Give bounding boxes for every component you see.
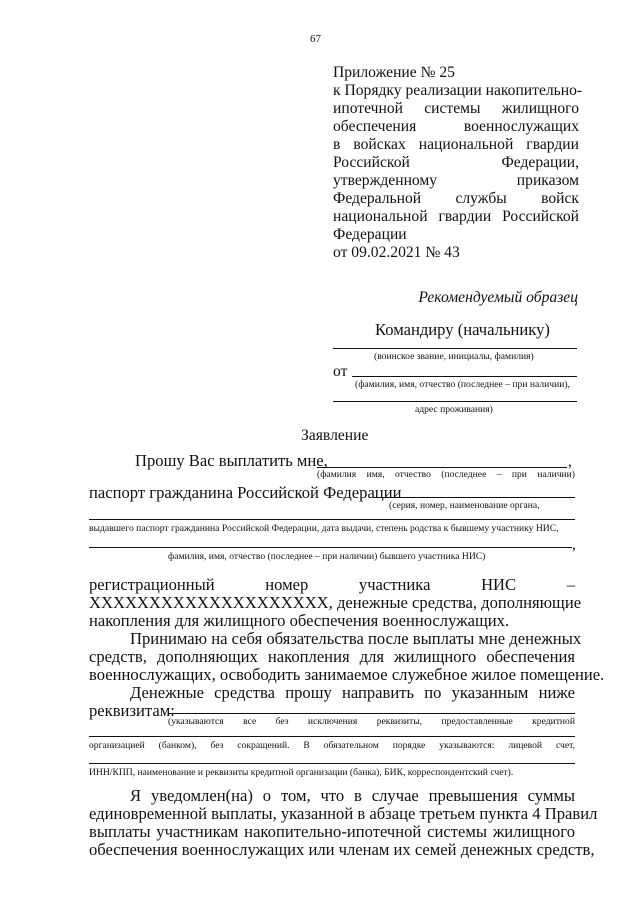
addressee: Командиру (начальнику) [375, 320, 550, 339]
reg-line: накопления для жилищного обеспечения военнослужащих. [89, 611, 510, 630]
from-line [352, 376, 577, 377]
obligation-line: средств, дополняющих накопления для жилищного обеспечения [89, 647, 575, 666]
payee-line [317, 467, 567, 468]
notice-line: выплаты участникам накопительно-ипотечной системы жилищного [89, 822, 575, 841]
reg-line: регистрационный номер участника НИС – [89, 575, 575, 594]
passport-issuer-line [89, 519, 575, 520]
appendix-line: утвержденному приказом [333, 172, 579, 189]
obligation-line: Принимаю на себя обязательства после выплаты мне денежных [130, 629, 582, 648]
rank-line [333, 348, 577, 349]
obligation-line: военнослужащих, освободить занимаемое служебное жилое помещение. [89, 665, 605, 684]
appendix-line: ипотечной системы жилищного [333, 100, 579, 117]
appendix-line: национальной гвардии Российской [333, 208, 579, 225]
appendix-order: от 09.02.2021 № 43 [333, 244, 460, 261]
appendix-title: Приложение № 25 [333, 64, 455, 81]
recommended-sample: Рекомендуемый образец [418, 289, 578, 306]
bank-line [168, 713, 575, 714]
rank-hint: (воинское звание, инициалы, фамилия) [374, 351, 534, 362]
bank-line [89, 736, 575, 737]
notice-line: Я уведомлен(на) о том, что в случае превышения суммы [130, 786, 575, 805]
appendix-line: обеспечения военнослужащих [333, 118, 579, 135]
notice-line: обеспечения военнослужащих или членам их семей денежных средств, [89, 840, 595, 859]
passport-issuer-hint: выдавшего паспорт гражданина Российской Федерации, дата выдачи, степень родства к бывшему участнику НИС, [89, 523, 559, 534]
appendix-line: Российской Федерации, [333, 154, 579, 171]
passport-label: паспорт гражданина Российской Федерации [89, 483, 402, 502]
former-participant-hint: фамилия, имя, отчество (последнее – при наличии) бывшего участника НИС) [168, 551, 486, 562]
fio-hint: (фамилия, имя, отчество (последнее – при наличии), [355, 379, 570, 390]
bank-hint: ИНН/КПП, наименование и реквизиты кредитной организации (банка), БИК, корреспондентский счет). [89, 767, 514, 778]
request-text: Прошу Вас выплатить мне, [135, 451, 328, 470]
bank-hint: (указываются все без исключения реквизиты, предоставленные кредитной [168, 716, 575, 727]
appendix-line: Федеральной службы войск [333, 190, 579, 207]
from-label: от [333, 363, 348, 380]
address-line [333, 401, 577, 402]
address-hint: адрес проживания) [415, 404, 493, 415]
reg-line: XXXXXXXXXXXXXXXXXXXX, денежные средства, дополняющие [89, 593, 582, 612]
former-participant-line [89, 547, 572, 548]
appendix-line: в войсках национальной гвардии [333, 136, 579, 153]
passport-hint: (серия, номер, наименование органа, [389, 500, 540, 511]
appendix-line: к Порядку реализации накопительно- [333, 82, 583, 99]
comma: , [572, 536, 576, 553]
bank-hint: организацией (банком), без сокращений. В обязательном порядке указываются: лицевой счет, [89, 740, 575, 751]
document-heading: Заявление [301, 427, 369, 444]
appendix-line: Федерации [333, 226, 407, 243]
passport-line [373, 497, 575, 498]
bank-request-line: Денежные средства прошу направить по указанным ниже [130, 683, 575, 702]
payee-hint: (фамилия имя, отчество (последнее – при наличии) [317, 469, 575, 480]
notice-line: единовременной выплаты, указанной в абзаце третьем пункта 4 Правил [89, 804, 598, 823]
comma: , [568, 453, 572, 470]
page-number: 67 [310, 33, 321, 45]
bank-line [89, 763, 575, 764]
bank-request-line: реквизитам: [89, 701, 175, 720]
